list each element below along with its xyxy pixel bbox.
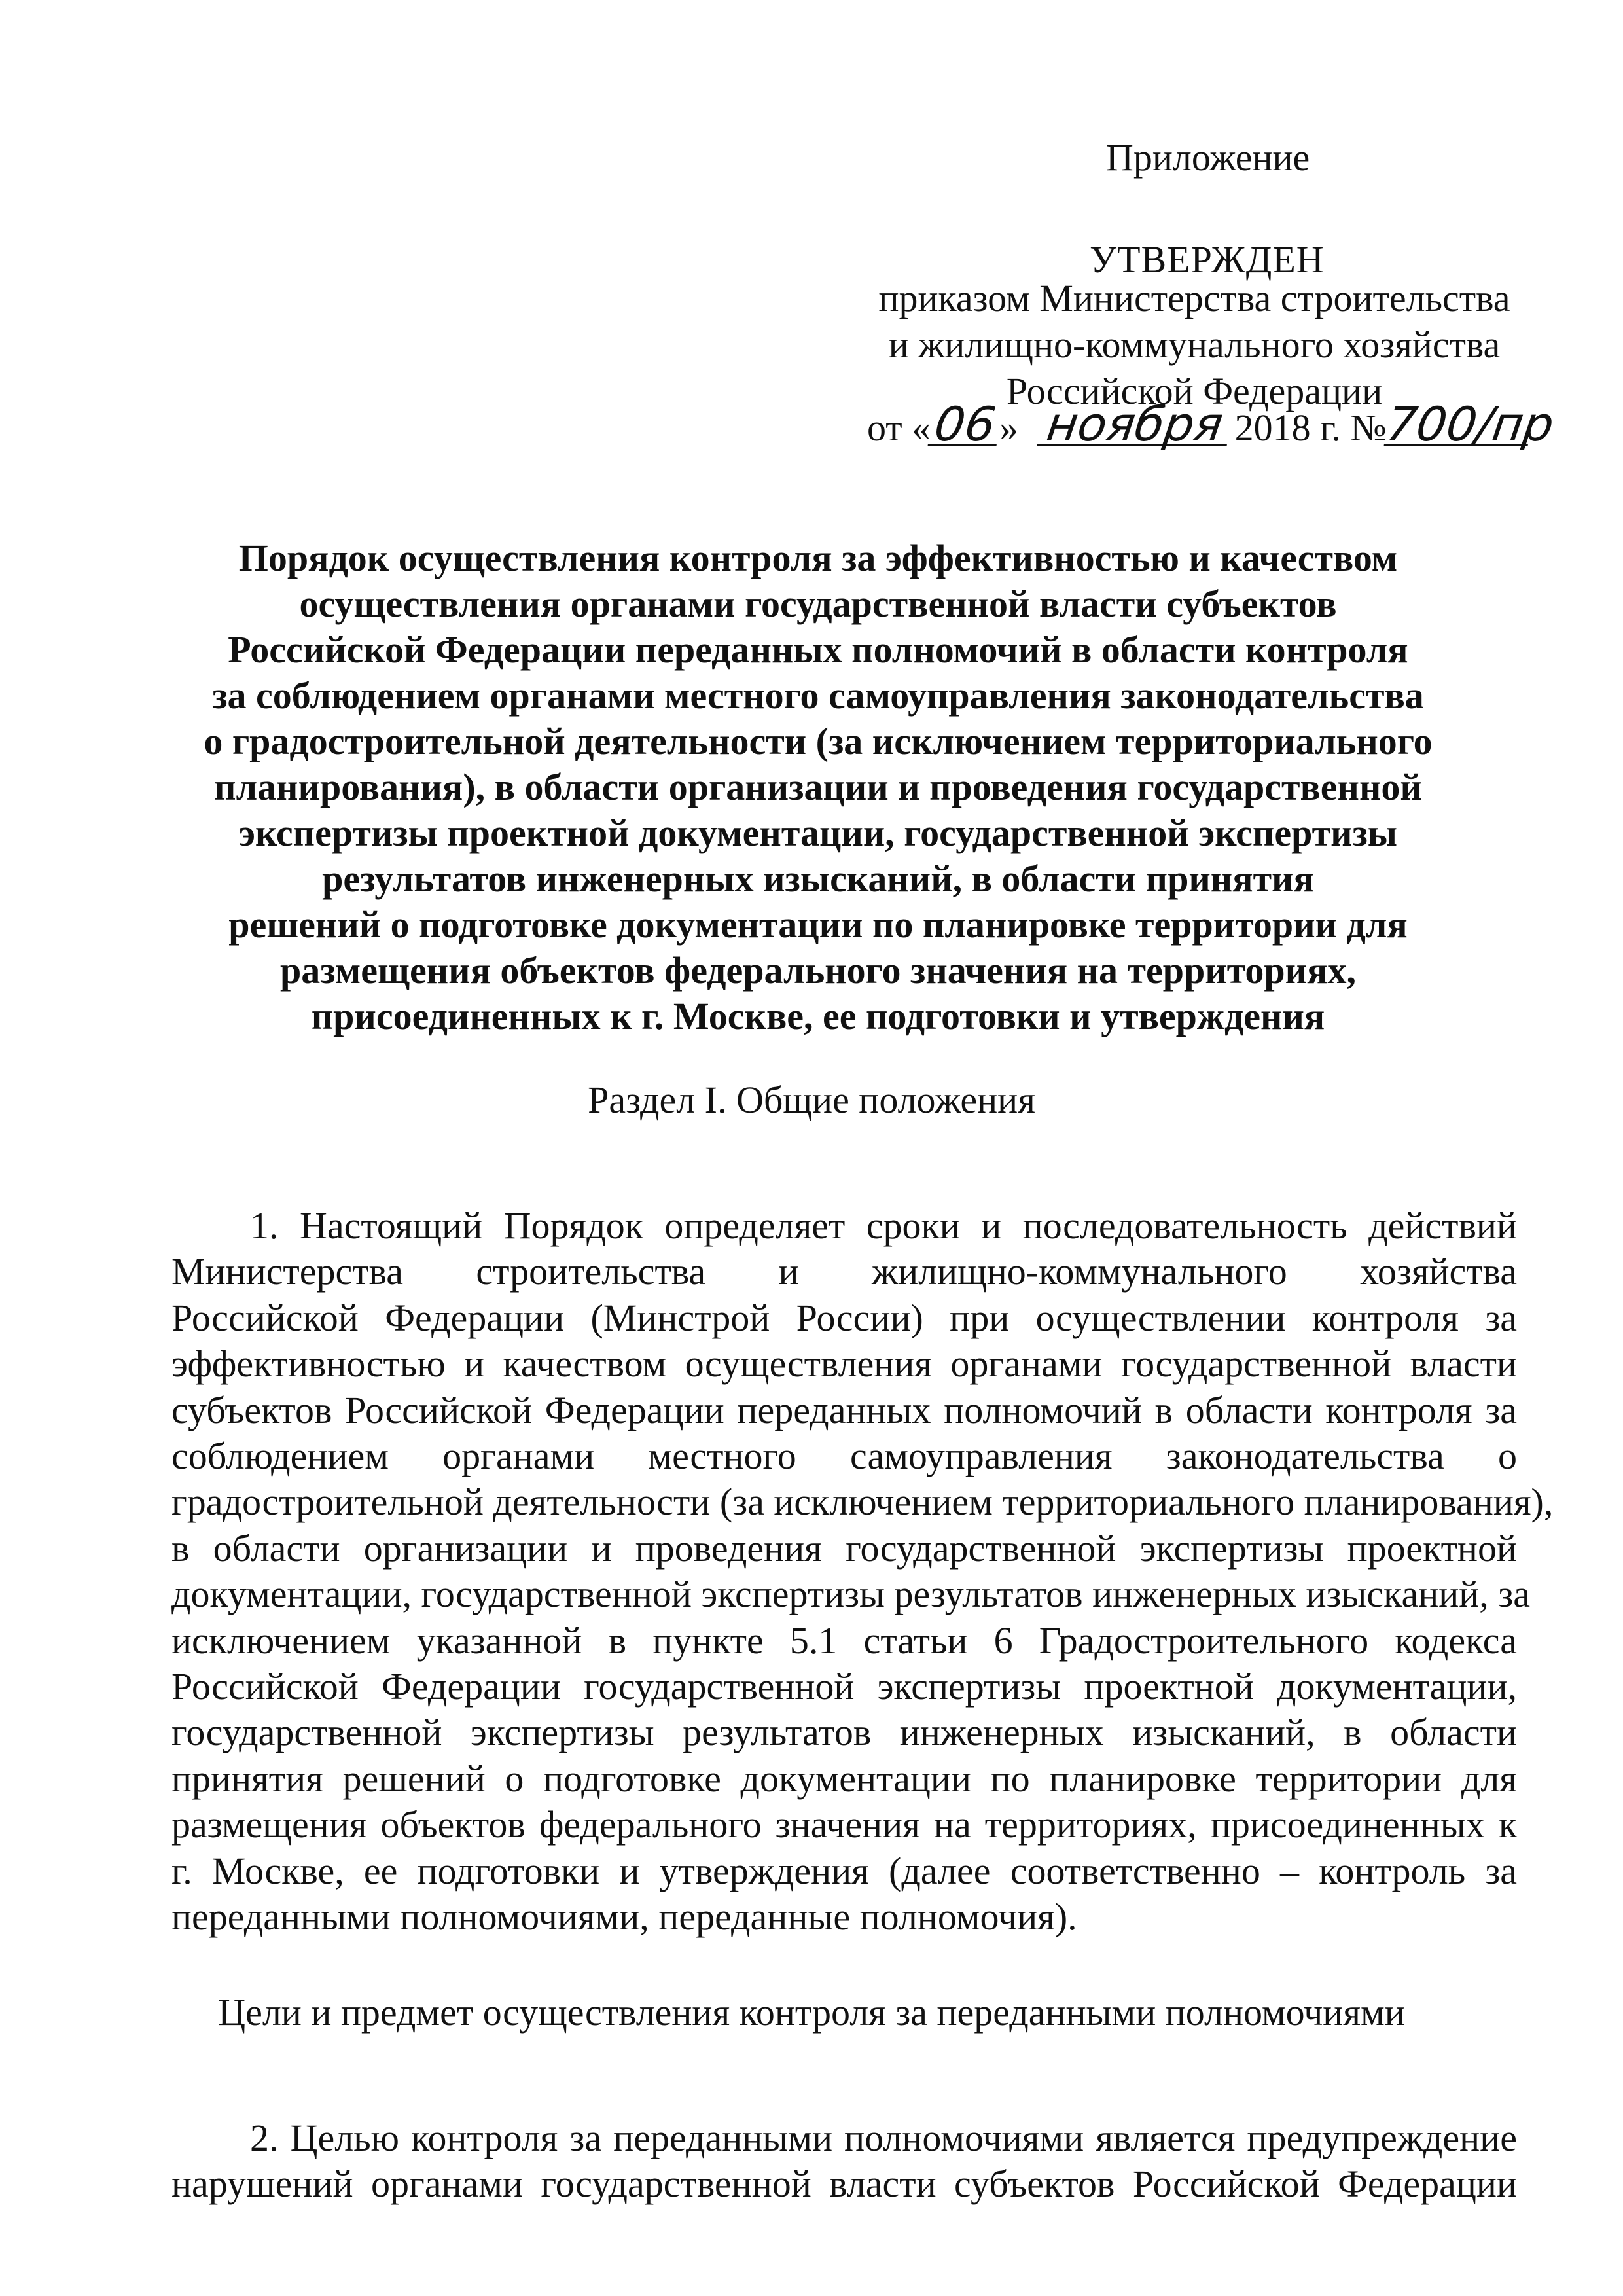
title-line: присоединенных к г. Москве, ее подготовки и утверждения [311, 995, 1325, 1037]
title-line: размещения объектов федерального значения на территориях, [280, 949, 1356, 992]
paragraph-1 [171, 1203, 1554, 1941]
paragraph-line: 2. Целью контроля за переданными полномочиями является предупреждение [250, 2117, 1517, 2159]
paragraph-line: г. Москве, ее подготовки и утверждения (далее соответственно – контроль за [171, 1849, 1517, 1892]
title-line: о градостроительной деятельности (за исключением территориального [204, 720, 1433, 762]
paragraph-line: соблюдением органами местного самоуправления законодательства о [171, 1435, 1517, 1478]
order-line: приказом Министерства строительства [878, 277, 1510, 319]
title-line: за соблюдением органами местного самоуправления законодательства [212, 674, 1424, 717]
date-separator: » [999, 406, 1019, 449]
title-line: экспертизы проектной документации, государственной экспертизы [238, 812, 1398, 854]
order-reference [857, 275, 1531, 414]
order-date-line [867, 397, 1558, 454]
goals-heading: Цели и предмет осуществления контроля за переданными полномочиями [218, 1991, 1405, 2034]
paragraph-line: документации, государственной экспертизы результатов инженерных изысканий, за [171, 1573, 1530, 1616]
handwritten-order-number: 700/пр [1382, 397, 1558, 452]
title-line: осуществления органами государственной власти субъектов [299, 583, 1337, 625]
title-line: планирования), в области организации и проведения государственной [214, 766, 1422, 808]
paragraph-line: государственной экспертизы результатов инженерных изысканий, в области [171, 1711, 1517, 1754]
paragraph-line: Российской Федерации государственной экспертизы проектной документации, [171, 1665, 1517, 1708]
date-prefix: от « [867, 406, 931, 449]
paragraph-line: исключением указанной в пункте 5.1 статьи 6 Градостроительного кодекса [171, 1619, 1517, 1662]
handwritten-month: ноября [1037, 404, 1232, 446]
paragraph-line: градостроительной деятельности (за исключением территориального планирования), [171, 1480, 1554, 1524]
paragraph-line: Министерства строительства и жилищно-коммунального хозяйства [171, 1250, 1517, 1293]
order-line: и жилищно-коммунального хозяйства [888, 323, 1501, 366]
approved-label: УТВЕРЖДЕН [1090, 238, 1325, 281]
date-year: 2018 г. № [1234, 406, 1387, 449]
paragraph-line: переданными полномочиями, переданные полномочия). [171, 1895, 1077, 1939]
title-line: решений о подготовке документации по планировке территории для [228, 903, 1408, 946]
paragraph-line: нарушений органами государственной власти субъектов Российской Федерации [171, 2162, 1517, 2206]
document-title [164, 535, 1472, 1039]
appendix-label: Приложение [1106, 136, 1310, 179]
paragraph-line: субъектов Российской Федерации переданных полномочий в области контроля за [171, 1388, 1517, 1431]
paragraph-line: эффективностью и качеством осуществления органами государственной власти [171, 1342, 1517, 1386]
order-line: Российской Федерации [1006, 370, 1383, 412]
paragraph-line: Российской Федерации (Минстрой России) при осуществлении контроля за [171, 1296, 1517, 1339]
title-line: результатов инженерных изысканий, в области принятия [322, 857, 1314, 900]
section-heading: Раздел I. Общие положения [588, 1079, 1035, 1121]
handwritten-day: 06 [928, 404, 1003, 446]
paragraph-line: размещения объектов федерального значения на территориях, присоединенных к [171, 1803, 1517, 1846]
title-line: Российской Федерации переданных полномочий в области контроля [228, 628, 1408, 671]
paragraph-line: в области организации и проведения государственной экспертизы проектной [171, 1526, 1517, 1570]
paragraph-line: 1. Настоящий Порядок определяет сроки и последовательность действий [250, 1204, 1517, 1247]
title-line: Порядок осуществления контроля за эффективностью и качеством [238, 537, 1398, 579]
paragraph-2 [171, 2115, 1517, 2208]
paragraph-line: принятия решений о подготовке документации по планировке территории для [171, 1757, 1517, 1800]
